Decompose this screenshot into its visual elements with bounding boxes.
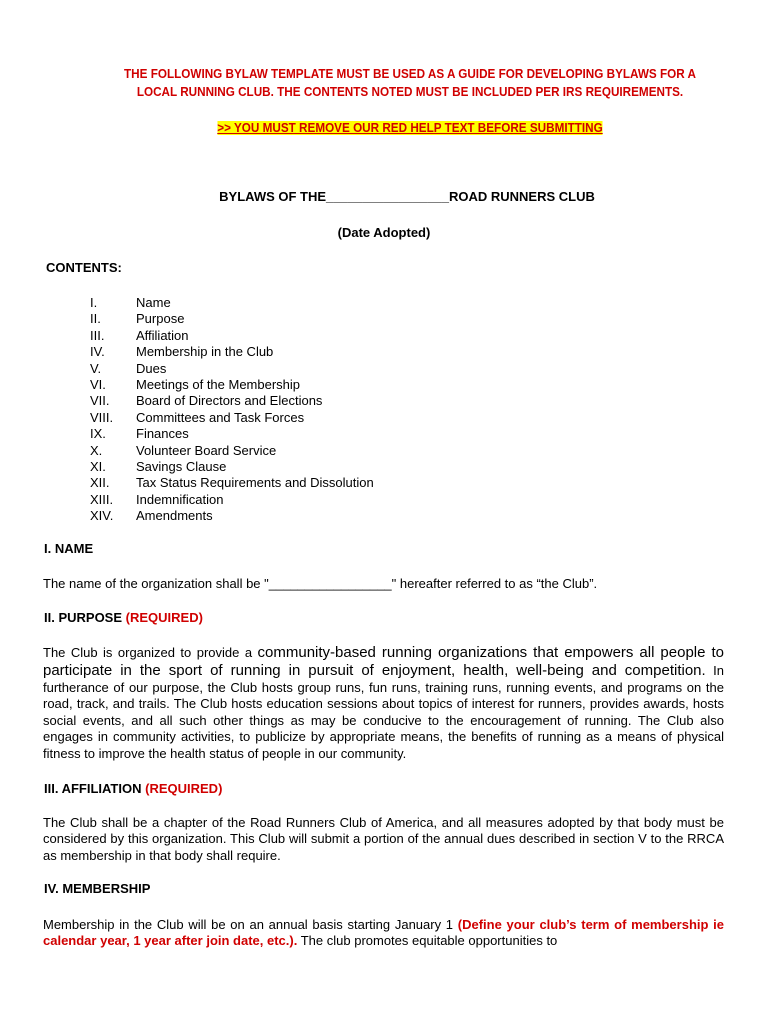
toc-item [90,377,374,393]
date-adopted: (Date Adopted) [337,225,431,240]
toc-item [90,492,374,508]
toc-item-number: XII. [90,475,110,491]
document-title: BYLAWS OF THE_________________ROAD RUNNERS CLUB [219,189,595,204]
membership-paragraph [43,917,724,950]
toc-item-number: XIV. [90,508,114,524]
toc-item-label: Membership in the Club [136,344,274,360]
toc-item-number: II. [90,311,101,327]
template-notice-line-1: THE FOLLOWING BYLAW TEMPLATE MUST BE USED AS A GUIDE FOR DEVELOPING BYLAWS FOR A [124,67,696,81]
template-notice-line-2: LOCAL RUNNING CLUB. THE CONTENTS NOTED MUST BE INCLUDED PER IRS REQUIREMENTS. [136,85,684,99]
toc-item-number: IV. [90,344,105,360]
toc-item-label: Committees and Task Forces [136,409,305,425]
toc-item [90,410,374,426]
toc-item-label: Savings Clause [136,458,227,474]
toc-item-label: Dues [136,360,167,376]
toc-item [90,393,374,409]
toc-item [90,443,374,459]
table-of-contents [90,295,374,524]
membership-help-text: (Define your club’s term of membership ie calendar year, 1 year after join date, etc.). [43,917,724,949]
name-paragraph: The name of the organization shall be "_________________" hereafter referred to as “the Club”. [43,576,598,591]
toc-item [90,508,374,524]
affiliation-heading-text: III. AFFILIATION [44,781,142,796]
toc-item-number: III. [90,327,105,343]
remove-help-text-highlight: >> YOU MUST REMOVE OUR RED HELP TEXT BEFORE SUBMITTING [217,121,603,135]
required-badge: (REQUIRED) [125,610,203,625]
toc-item [90,295,374,311]
purpose-heading-text: II. PURPOSE [44,610,123,625]
required-badge: (REQUIRED) [145,781,223,796]
toc-item-label: Purpose [136,311,185,327]
template-notice [85,65,736,101]
toc-item-number: VI. [90,376,106,392]
toc-item [90,328,374,344]
purpose-text-rest: In furtherance of our purpose, the Club hosts group runs, fun runs, training runs, running events, and programs on the road, track, and trails. The Club hosts education sessions about topics of interest for runners, provides awards, hosts social events, and all such other things as may be conducive to the encouragement of running. The Club also engages in community activities, to publicize by appropriate means, the benefits of running as a means of physical fitness to improve the health status of people in our community. [43,663,724,761]
toc-item-number: VII. [90,393,110,409]
toc-item-label: Affiliation [136,327,189,343]
toc-item-label: Tax Status Requirements and Dissolution [136,475,374,491]
toc-item-label: Amendments [136,508,213,524]
toc-item [90,459,374,475]
toc-item-number: VIII. [90,409,114,425]
toc-item-number: XIII. [90,491,114,507]
contents-heading: CONTENTS: [46,260,122,275]
toc-item [90,311,374,327]
affiliation-paragraph: The Club shall be a chapter of the Road Runners Club of America, and all measures adopted by that body must be considered by this organization. This Club will submit a portion of the annual dues described in section V to the RRCA as membership in that body shall require. [43,815,724,863]
section-heading-affiliation [44,781,222,796]
membership-text-rest: The club promotes equitable opportunities to [297,933,558,949]
toc-item-label: Indemnification [136,491,224,507]
section-heading-purpose [44,610,203,625]
purpose-paragraph [43,644,724,762]
section-heading-name: I. NAME [44,541,94,556]
remove-help-text-notice [85,119,736,137]
toc-item [90,344,374,360]
membership-text-start: Membership in the Club will be on an annual basis starting January 1 [43,917,458,932]
toc-item-number: V. [90,360,102,376]
toc-item-number: XI. [90,458,106,474]
toc-item-number: I. [90,295,98,310]
toc-item [90,426,374,442]
toc-item-label: Volunteer Board Service [136,442,277,458]
toc-item-label: Meetings of the Membership [136,376,301,392]
toc-item-label: Name [136,295,171,310]
toc-item-label: Board of Directors and Elections [136,393,323,409]
section-heading-membership: IV. MEMBERSHIP [44,881,151,896]
toc-item [90,361,374,377]
toc-item-label: Finances [136,426,189,442]
toc-item-number: IX. [90,426,106,442]
toc-item [90,475,374,491]
toc-item-number: X. [90,442,103,458]
purpose-text-emphasis: community-based running organizations that empowers all people to participate in the sport of running in pursuit of enjoyment, health, well-being and competition. [43,644,724,679]
purpose-text-start: The Club is organized to provide a [43,645,258,660]
